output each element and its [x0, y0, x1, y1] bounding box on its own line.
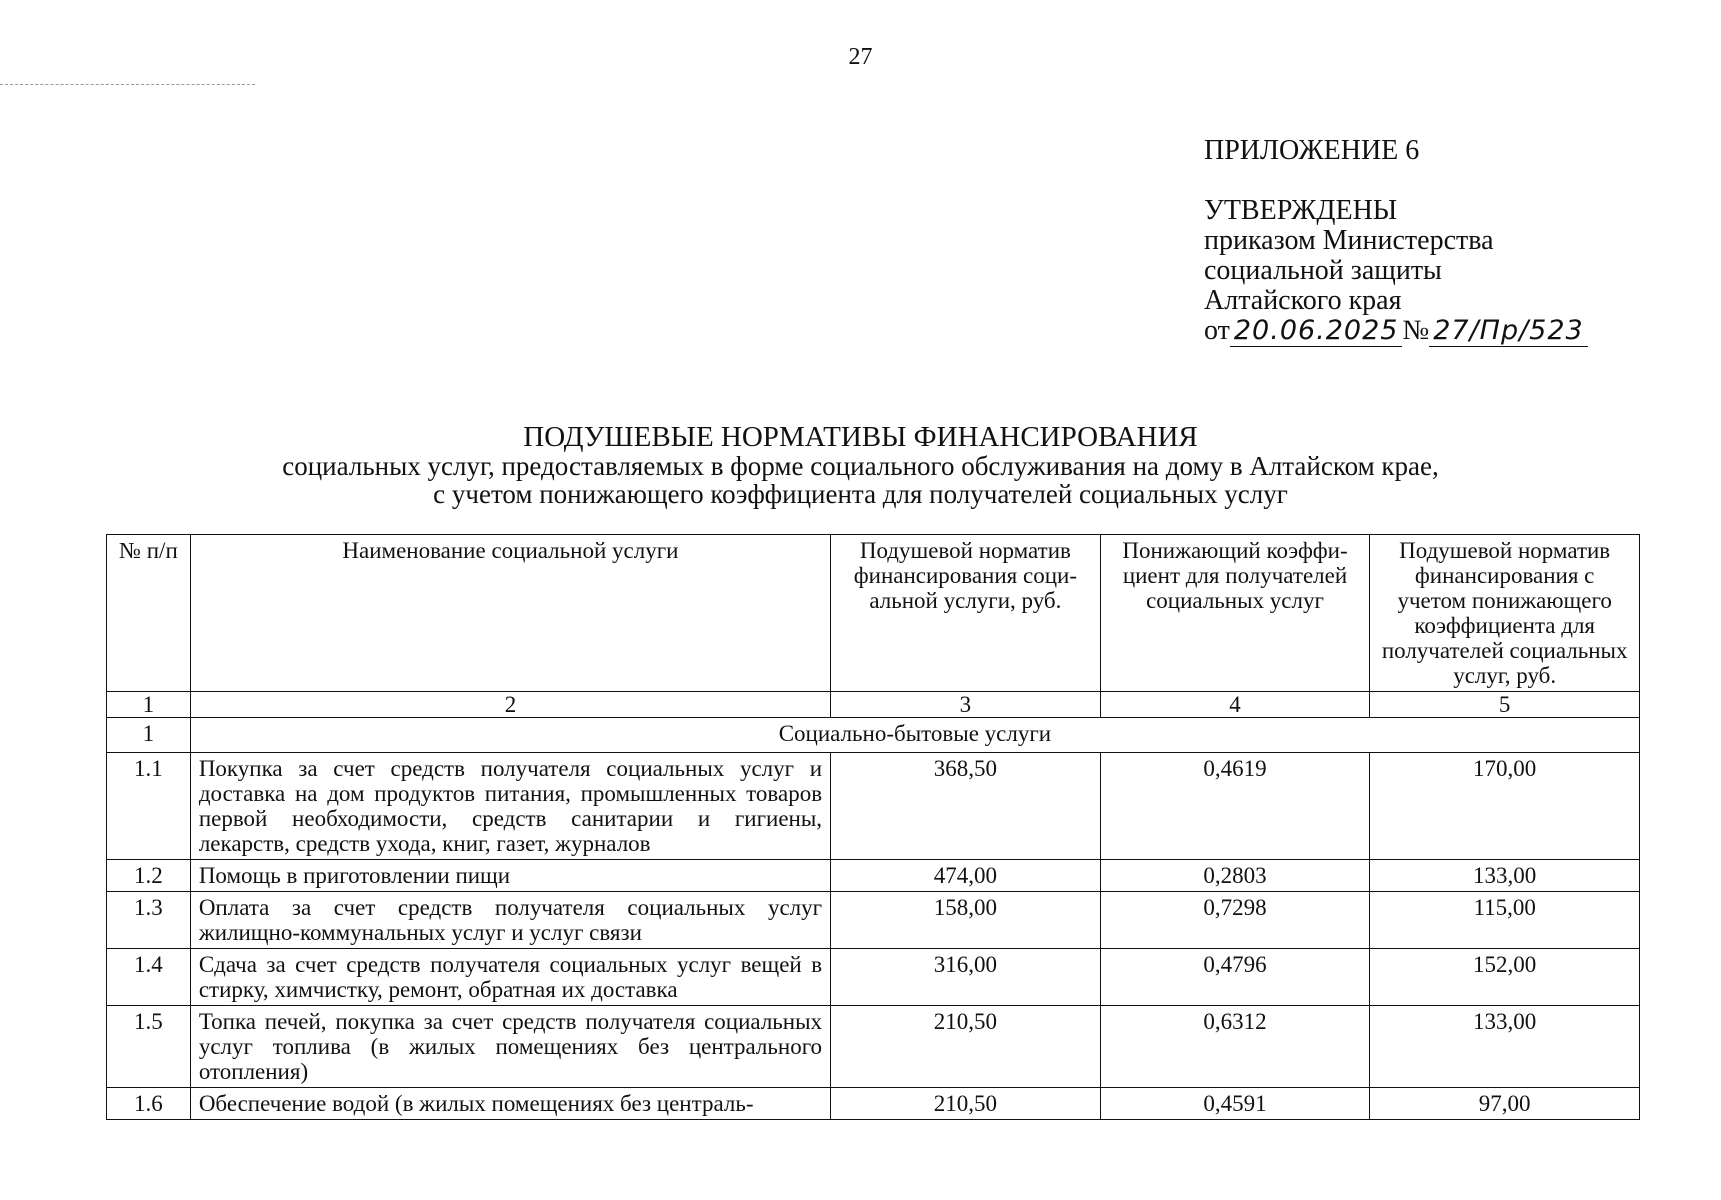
norm-value: 158,00 [831, 892, 1101, 949]
table-row [107, 1088, 1640, 1120]
coefficient-value: 0,7298 [1100, 892, 1370, 949]
column-number: 3 [831, 692, 1101, 718]
norm-value: 474,00 [831, 860, 1101, 892]
norm-value: 210,50 [831, 1006, 1101, 1088]
coefficient-value: 0,2803 [1100, 860, 1370, 892]
coefficient-value: 0,4591 [1100, 1088, 1370, 1120]
service-name: Покупка за счет средств получателя социальных услуг и доставка на дом продуктов питания, промышленных товаров первой необходимости, средств санитарии и гигиены, лекарств, средств ухода, книг, газет, журналов [190, 753, 830, 860]
result-value: 152,00 [1370, 949, 1640, 1006]
from-label: от [1204, 315, 1230, 346]
service-name: Помощь в приготовлении пищи [190, 860, 830, 892]
column-number: 5 [1370, 692, 1640, 718]
service-name: Топка печей, покупка за счет средств получателя социальных услуг топлива (в жилых помещениях без центрального отопления) [190, 1006, 830, 1088]
header-number: № п/п [107, 535, 191, 692]
table-header-row [107, 535, 1640, 692]
header-coefficient: Понижающий коэффициент для получателей социальных услуг [1100, 535, 1370, 692]
column-number: 4 [1100, 692, 1370, 718]
header-result: Подушевой норматив финансирования с учетом понижающего коэффициента для получателей социальных услуг, руб. [1370, 535, 1640, 692]
norm-value: 210,50 [831, 1088, 1101, 1120]
row-number: 1.4 [107, 949, 191, 1006]
row-number: 1.5 [107, 1006, 191, 1088]
section-number: 1 [107, 718, 191, 753]
column-number-row [107, 692, 1640, 718]
title-main: ПОДУШЕВЫЕ НОРМАТИВЫ ФИНАНСИРОВАНИЯ [523, 421, 1198, 453]
document-title [0, 422, 1721, 508]
header-norm: Подушевой норматив финансирования социальной услуги, руб. [831, 535, 1101, 692]
table-row [107, 753, 1640, 860]
order-number: 27/Пр/523 [1429, 316, 1588, 347]
page-number: 27 [848, 44, 873, 70]
approval-line-1: приказом Министерства [1204, 225, 1494, 256]
appendix-label: ПРИЛОЖЕНИЕ 6 [1204, 135, 1420, 166]
approval-block [1204, 136, 1588, 347]
title-subtitle-2: с учетом понижающего коэффициента для получателей социальных услуг [433, 479, 1288, 509]
approval-line-2: социальной защиты [1204, 255, 1442, 286]
approval-line-3: Алтайского края [1204, 285, 1402, 316]
result-value: 170,00 [1370, 753, 1640, 860]
header-service-name: Наименование социальной услуги [190, 535, 830, 692]
column-number: 1 [107, 692, 191, 718]
service-name: Сдача за счет средств получателя социальных услуг вещей в стирку, химчистку, ремонт, обратная их доставка [190, 949, 830, 1006]
scan-artifact-line [0, 84, 255, 85]
coefficient-value: 0,4619 [1100, 753, 1370, 860]
coefficient-value: 0,4796 [1100, 949, 1370, 1006]
order-date: 20.06.2025 [1230, 316, 1403, 347]
service-name: Оплата за счет средств получателя социальных услуг жилищно-коммунальных услуг и услуг связи [190, 892, 830, 949]
row-number: 1.2 [107, 860, 191, 892]
table-row [107, 860, 1640, 892]
title-subtitle-1: социальных услуг, предоставляемых в форме социального обслуживания на дому в Алтайском крае, [282, 451, 1439, 481]
coefficient-value: 0,6312 [1100, 1006, 1370, 1088]
norms-table [106, 534, 1640, 1120]
result-value: 133,00 [1370, 860, 1640, 892]
row-number: 1.1 [107, 753, 191, 860]
order-reference [1204, 316, 1588, 347]
table-row [107, 1006, 1640, 1088]
column-number: 2 [190, 692, 830, 718]
number-label: № [1402, 315, 1430, 346]
norm-value: 316,00 [831, 949, 1101, 1006]
approved-label: УТВЕРЖДЕНЫ [1204, 195, 1398, 226]
section-title: Социально-бытовые услуги [190, 718, 1639, 753]
table-row [107, 892, 1640, 949]
section-row [107, 718, 1640, 753]
result-value: 133,00 [1370, 1006, 1640, 1088]
row-number: 1.6 [107, 1088, 191, 1120]
service-name: Обеспечение водой (в жилых помещениях без централь- [190, 1088, 830, 1120]
row-number: 1.3 [107, 892, 191, 949]
result-value: 97,00 [1370, 1088, 1640, 1120]
table-row [107, 949, 1640, 1006]
result-value: 115,00 [1370, 892, 1640, 949]
norm-value: 368,50 [831, 753, 1101, 860]
